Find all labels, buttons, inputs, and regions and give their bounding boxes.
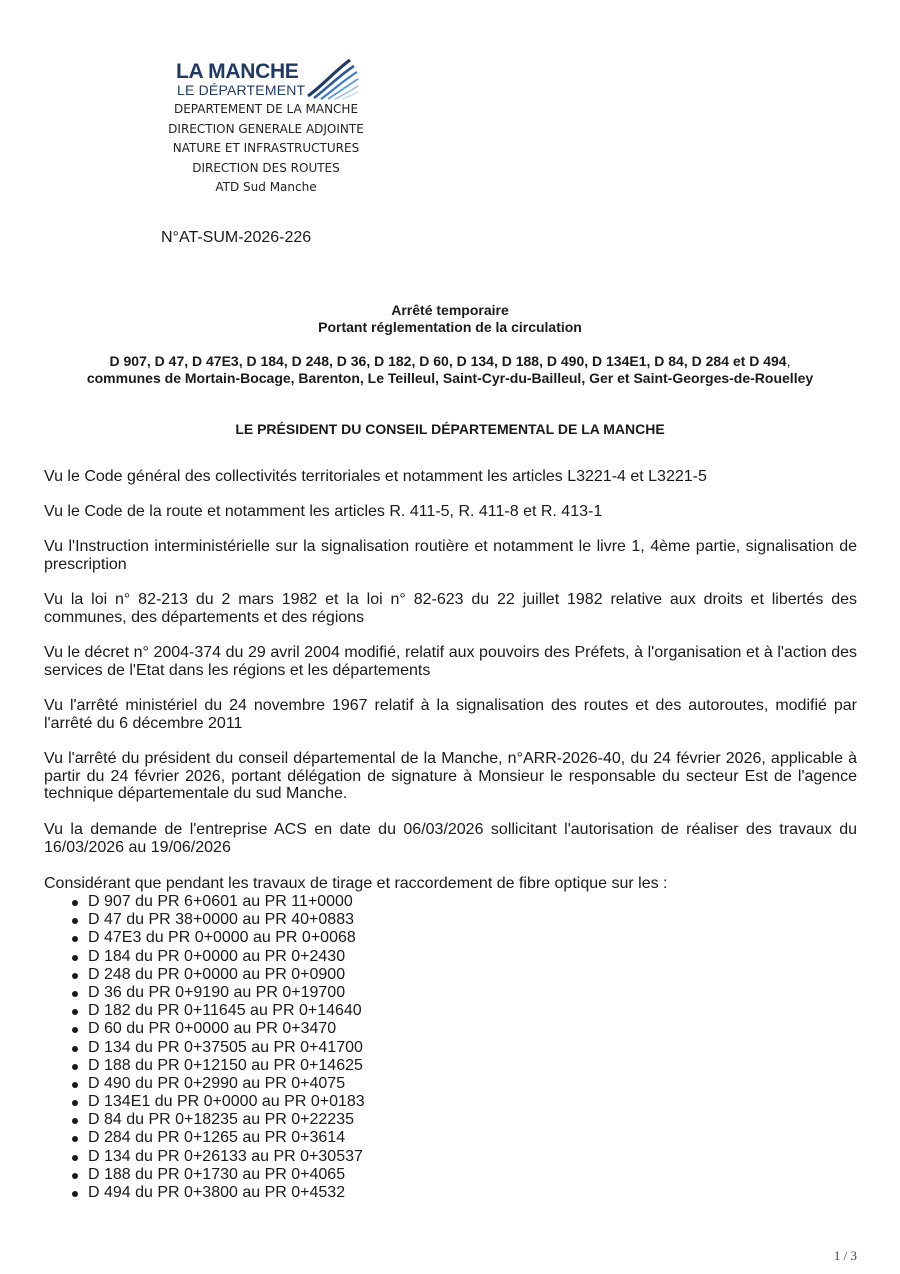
road-section: D 907 du PR 6+0601 au PR 11+0000 <box>88 893 353 910</box>
road-section: D 60 du PR 0+0000 au PR 0+3470 <box>88 1020 337 1038</box>
recital-paragraph: Vu le décret n° 2004-374 du 29 avril 2004 modifié, relatif aux pouvoirs des Préfets, à l'organisation et à l'action des services de l'Etat dans les régions et les départements <box>44 644 857 679</box>
logo-sub-text: LE DÉPARTEMENT <box>177 82 306 98</box>
recital-paragraph: Vu le Code de la route et notamment les articles R. 411-5, R. 411-8 et R. 413-1 <box>44 503 603 520</box>
bullet-icon <box>72 1009 78 1015</box>
roads-and-communes <box>0 353 900 387</box>
list-item <box>44 911 365 929</box>
bullet-icon <box>72 1082 78 1088</box>
roads-line <box>0 353 900 370</box>
bullet-icon <box>72 918 78 924</box>
road-section: D 188 du PR 0+1730 au PR 0+4065 <box>88 1165 346 1183</box>
recital-paragraph: Vu la loi n° 82-213 du 2 mars 1982 et la loi n° 82-623 du 22 juillet 1982 relative aux droits et libertés des communes, des départements et des régions <box>44 591 857 626</box>
list-item <box>44 929 365 947</box>
bullet-icon <box>72 1064 78 1070</box>
document-subtitle: Portant réglementation de la circulation <box>318 319 582 335</box>
title-block <box>0 302 900 336</box>
org-line: DIRECTION DES ROUTES <box>192 160 340 175</box>
list-item <box>44 1039 365 1057</box>
works-intro: Considérant que pendant les travaux de tirage et raccordement de fibre optique sur les : <box>44 875 668 892</box>
bullet-icon <box>72 900 78 906</box>
road-section: D 184 du PR 0+0000 au PR 0+2430 <box>88 947 346 965</box>
bullet-icon <box>72 1136 78 1142</box>
road-section: D 284 du PR 0+1265 au PR 0+3614 <box>88 1129 346 1147</box>
list-item <box>44 1111 365 1129</box>
bullet-icon <box>72 1027 78 1033</box>
org-line: DIRECTION GENERALE ADJOINTE <box>168 121 364 136</box>
recital-paragraph: Vu le Code général des collectivités territoriales et notamment les articles L3221-4 et L3221-5 <box>44 468 707 485</box>
road-section: D 36 du PR 0+9190 au PR 0+19700 <box>88 983 346 1001</box>
recital-paragraph: Vu l'arrêté ministériel du 24 novembre 1967 relatif à la signalisation des routes et des autoroutes, modifié par l'arrêté du 6 décembre 2011 <box>44 697 857 732</box>
logo-wave-icon <box>304 56 360 100</box>
road-sections-list <box>44 893 365 1202</box>
department-logo <box>176 56 366 100</box>
list-item <box>44 1075 365 1093</box>
road-section: D 134 du PR 0+37505 au PR 0+41700 <box>88 1038 363 1056</box>
recital-paragraph: Vu l'arrêté du président du conseil départemental de la Manche, n°ARR-2026-40, du 24 février 2026, applicable à partir du 24 février 2026, portant délégation de signature à Monsieur le responsable du secteur Est de l'agence technique départementale du sud Manche. <box>44 750 857 803</box>
list-item <box>44 893 365 911</box>
page-number: 1 / 3 <box>833 1248 857 1263</box>
org-line: DEPARTEMENT DE LA MANCHE <box>173 102 359 116</box>
logo-main-text: LA MANCHE <box>176 60 299 83</box>
roads-suffix: , <box>786 353 791 369</box>
list-item <box>44 966 365 984</box>
list-item <box>44 984 365 1002</box>
bullet-icon <box>72 955 78 961</box>
road-section: D 134 du PR 0+26133 au PR 0+30537 <box>88 1147 363 1165</box>
bullet-icon <box>72 1173 78 1179</box>
list-item <box>44 1020 365 1038</box>
bullet-icon <box>72 1118 78 1124</box>
bullet-icon <box>72 1100 78 1106</box>
bullet-icon <box>72 1155 78 1161</box>
list-item <box>44 1129 365 1147</box>
list-item <box>44 1184 365 1202</box>
bullet-icon <box>72 973 78 979</box>
road-section: D 494 du PR 0+3800 au PR 0+4532 <box>88 1184 346 1201</box>
road-section: D 182 du PR 0+11645 au PR 0+14640 <box>88 1002 362 1020</box>
list-item <box>44 1093 365 1111</box>
org-line: ATD Sud Manche <box>215 180 317 194</box>
bullet-icon <box>72 1191 78 1197</box>
org-line: NATURE ET INFRASTRUCTURES <box>172 141 360 155</box>
bullet-icon <box>72 991 78 997</box>
list-item <box>44 1057 365 1075</box>
recital-paragraph: Vu l'Instruction interministérielle sur la signalisation routière et notamment le livre 1, 4ème partie, signalisation de prescription <box>44 538 857 573</box>
recital-paragraph: Vu la demande de l'entreprise ACS en date du 06/03/2026 sollicitant l'autorisation de réaliser des travaux du 16/03/2026 au 19/06/2026 <box>44 821 857 856</box>
list-item <box>44 1166 365 1184</box>
road-section: D 47E3 du PR 0+0000 au PR 0+0068 <box>88 929 356 947</box>
road-section: D 84 du PR 0+18235 au PR 0+22235 <box>88 1111 354 1129</box>
bullet-icon <box>72 1046 78 1052</box>
reference-number: N°AT-SUM-2026-226 <box>161 229 312 246</box>
bullet-icon <box>72 936 78 942</box>
communes-line: communes de Mortain-Bocage, Barenton, Le Teilleul, Saint-Cyr-du-Bailleul, Ger et Saint-Georges-de-Rouelley <box>86 370 814 386</box>
road-section: D 134E1 du PR 0+0000 au PR 0+0183 <box>88 1093 365 1111</box>
authority-heading: LE PRÉSIDENT DU CONSEIL DÉPARTEMENTAL DE LA MANCHE <box>235 421 665 437</box>
list-item <box>44 948 365 966</box>
organization-block <box>120 100 412 198</box>
list-item <box>44 1148 365 1166</box>
road-section: D 188 du PR 0+12150 au PR 0+14625 <box>88 1056 363 1074</box>
road-section: D 490 du PR 0+2990 au PR 0+4075 <box>88 1074 346 1092</box>
list-item <box>44 1002 365 1020</box>
document-title: Arrêté temporaire <box>391 302 509 318</box>
road-section: D 47 du PR 38+0000 au PR 40+0883 <box>88 911 354 929</box>
road-section: D 248 du PR 0+0000 au PR 0+0900 <box>88 965 346 983</box>
roads-list: D 907, D 47, D 47E3, D 184, D 248, D 36, D 182, D 60, D 134, D 188, D 490, D 134E1, D 84, D 284 et D 494 <box>109 353 787 369</box>
